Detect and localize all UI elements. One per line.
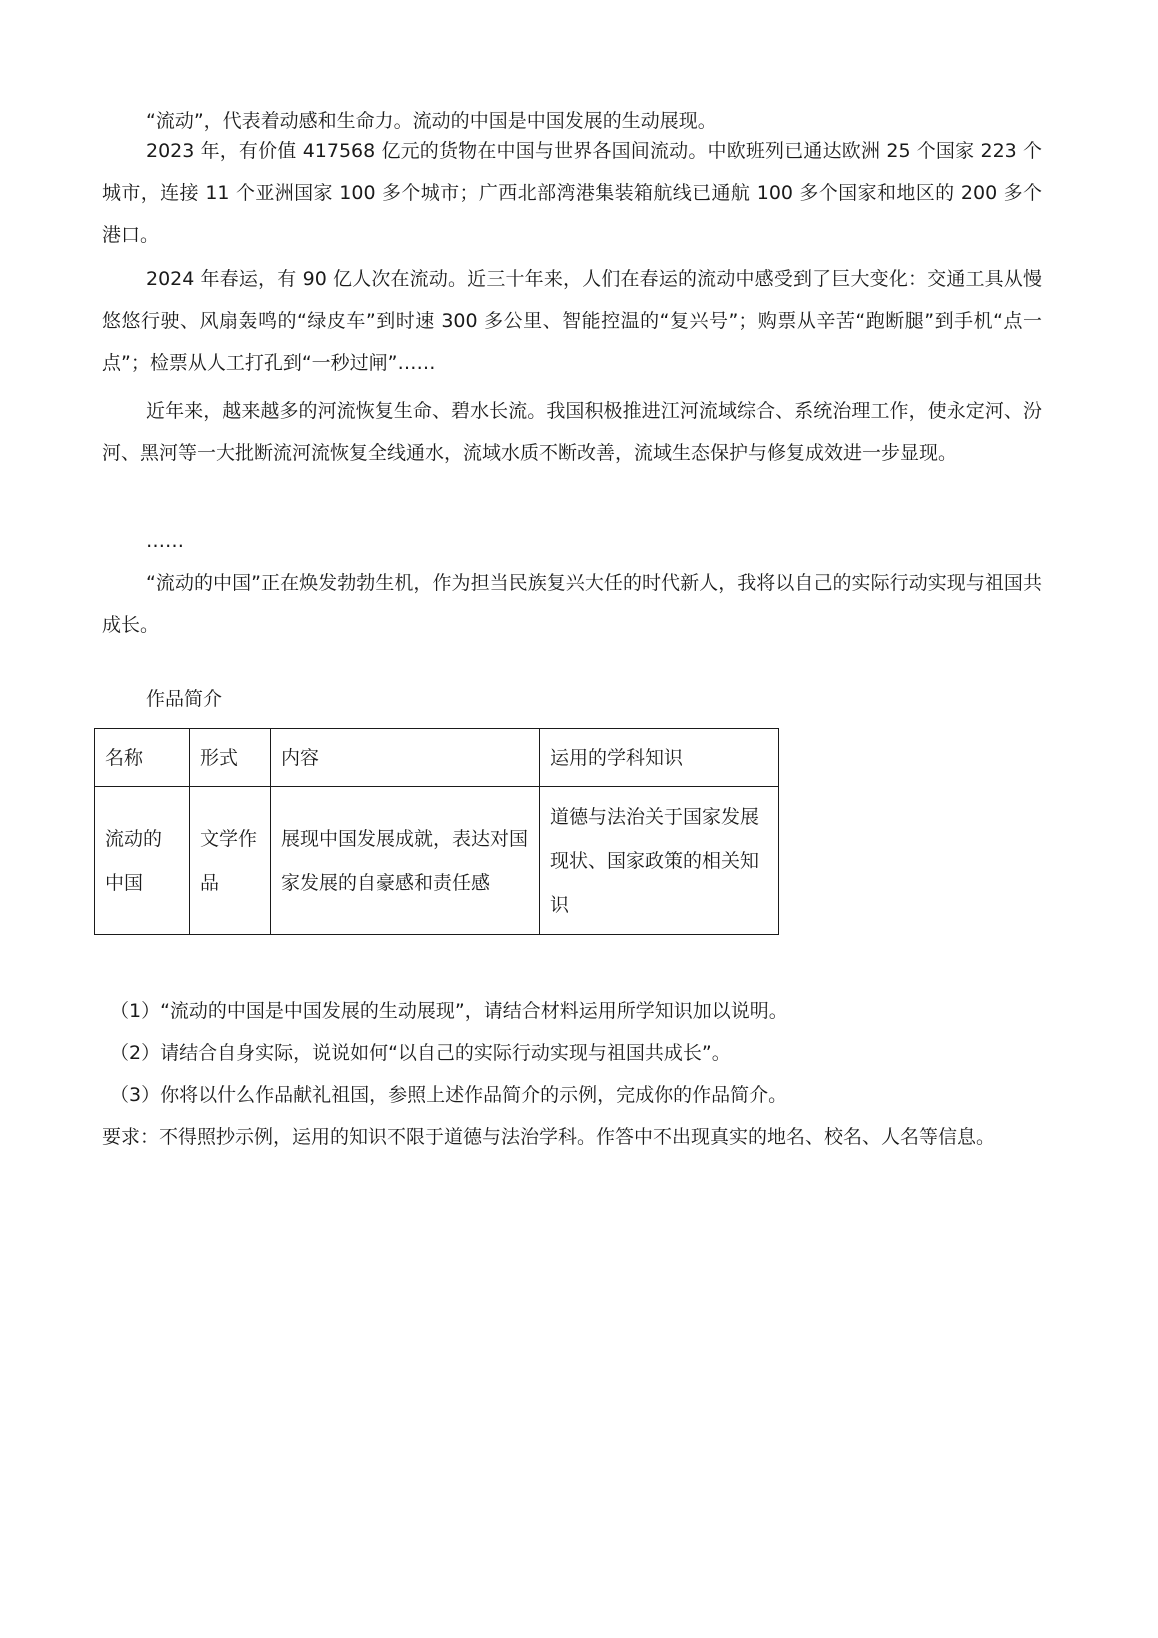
requirement-text: 要求：不得照抄示例，运用的知识不限于道德与法治学科。作答中不出现真实的地名、校名、人名等信息。 (102, 1126, 996, 1148)
table-header-row (95, 729, 779, 787)
question-3: （3）你将以什么作品献礼祖国，参照上述作品简介的示例，完成你的作品简介。 (110, 1084, 788, 1106)
questions (102, 990, 1082, 1158)
table-caption: 作品简介 (146, 688, 223, 710)
table-row (95, 787, 779, 935)
work-intro-table (94, 728, 779, 935)
cell-knowledge: 道德与法治关于国家发展现状、国家政策的相关知识 (540, 787, 779, 935)
header-name: 名称 (95, 729, 190, 787)
question-2: （2）请结合自身实际，说说如何“以自己的实际行动实现与祖国共成长”。 (110, 1042, 731, 1064)
paragraph-trade: 2023 年，有价值 417568 亿元的货物在中国与世界各国间流动。中欧班列已通达欧洲 25 个国家 223 个城市，连接 11 个亚洲国家 100 多个城市；广西北部湾港集装箱航线已通航 100 多个国家和地区的 200 多个港口。 (102, 140, 1042, 246)
paragraph-conclusion: “流动的中国”正在焕发勃勃生机，作为担当民族复兴大任的时代新人，我将以自己的实际行动实现与祖国共成长。 (102, 572, 1042, 636)
header-knowledge: 运用的学科知识 (540, 729, 779, 787)
cell-form: 文学作品 (190, 787, 271, 935)
paragraph-intro: “流动”，代表着动感和生命力。流动的中国是中国发展的生动展现。 (146, 110, 717, 132)
paragraph-spring-travel: 2024 年春运，有 90 亿人次在流动。近三十年来，人们在春运的流动中感受到了巨大变化：交通工具从慢悠悠行驶、风扇轰鸣的“绿皮车”到时速 300 多公里、智能控温的“复兴号”；购票从辛苦“跑断腿”到手机“点一点”；检票从人工打孔到“一秒过闸”…… (102, 268, 1042, 374)
paragraph-rivers: 近年来，越来越多的河流恢复生命、碧水长流。我国积极推进江河流域综合、系统治理工作，使永定河、汾河、黑河等一大批断流河流恢复全线通水，流域水质不断改善，流域生态保护与修复成效进一步显现。 (102, 400, 1042, 464)
cell-name: 流动的中国 (95, 787, 190, 935)
header-content: 内容 (271, 729, 540, 787)
question-1: （1）“流动的中国是中国发展的生动展现”，请结合材料运用所学知识加以说明。 (110, 1000, 788, 1022)
paragraph-ellipsis: …… (146, 530, 184, 552)
cell-content: 展现中国发展成就，表达对国家发展的自豪感和责任感 (271, 787, 540, 935)
header-form: 形式 (190, 729, 271, 787)
